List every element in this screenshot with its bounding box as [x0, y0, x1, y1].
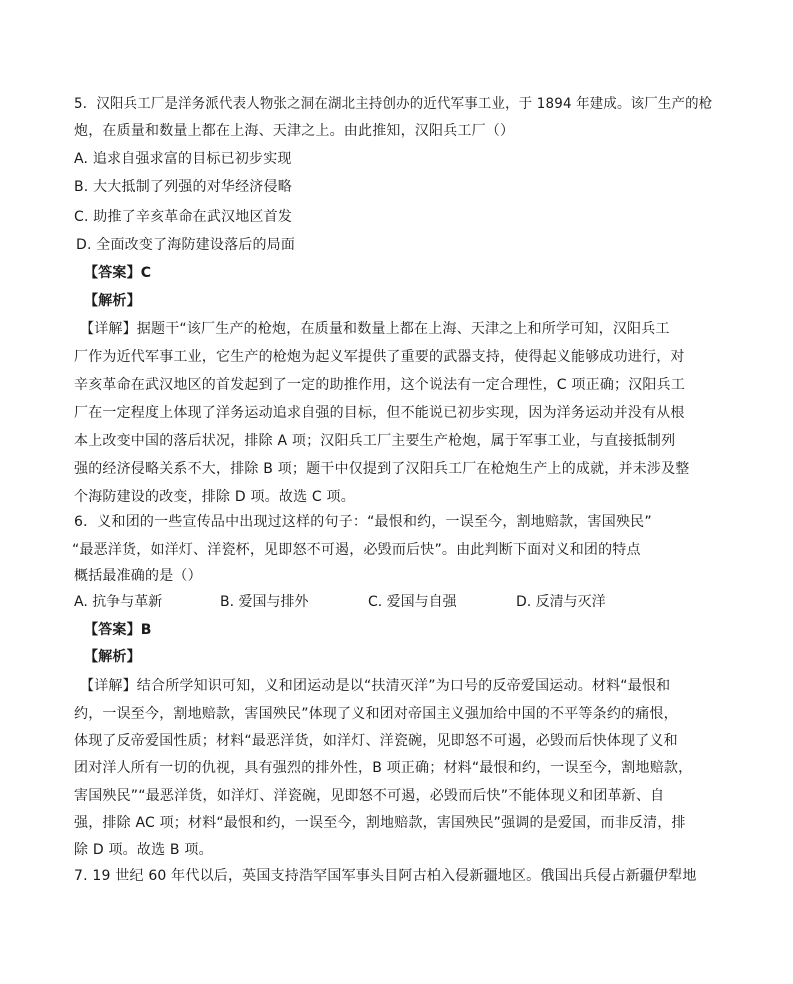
q6-option-a: A. 抗争与革新 [74, 594, 163, 610]
q5-detail-line: 本上改变中国的落后状况，排除 A 项；汉阳兵工厂主要生产枪炮，属于军事工业，与直接抵制列 [74, 433, 676, 449]
q6-detail-line: 团对洋人所有一切的仇视，具有强烈的排外性，B 项正确；材料“最恨和约，一误至今，割地赔款， [74, 760, 693, 776]
q6-detail-line: 约，一误至今，割地赔款，害国殃民”体现了义和团对帝国主义强加给中国的不平等条约的痛恨， [74, 706, 678, 722]
q7-stem-line1: 7. 19 世纪 60 年代以后，英国支持浩罕国军事头目阿古柏入侵新疆地区。俄国出兵侵占新疆伊犁地 [74, 868, 697, 884]
q5-option-b: B. 大大抵制了列强的对华经济侵略 [74, 179, 292, 195]
q5-answer: 【答案】C [84, 265, 152, 281]
q5-detail-line: 厂在一定程度上体现了洋务运动追求自强的目标，但不能说已初步实现，因为洋务运动并没有从根 [74, 405, 685, 421]
q6-analysis-label: 【解析】 [84, 649, 141, 665]
q5-detail-line: 辛亥革命在武汉地区的首发起到了一定的助推作用，这个说法有一定合理性，C 项正确；汉阳兵工 [74, 377, 686, 393]
q6-stem-line2: “最恶洋货，如洋灯、洋瓷杯，见即怒不可遏，必毁而后快”。由此判断下面对义和团的特点 [72, 542, 641, 558]
q6-options-row [74, 592, 694, 612]
q6-option-b: B. 爱国与排外 [220, 594, 309, 610]
q5-stem-line2: 炮，在质量和数量上都在上海、天津之上。由此推知，汉阳兵工厂（） [74, 123, 515, 139]
q6-stem-line1: 6．义和团的一些宣传品中出现过这样的句子：“最恨和约，一误至今，割地赔款，害国殃民” [74, 514, 652, 530]
q5-detail-line: 强的经济侵略关系不大，排除 B 项；题干中仅提到了汉阳兵工厂在枪炮生产上的成就，并未涉及整 [74, 461, 690, 477]
q6-detail-line: 强，排除 AC 项；材料“最恨和约，一误至今，割地赔款，害国殃民”强调的是爱国，而非反清，排 [74, 815, 686, 831]
q5-option-a: A. 追求自强求富的目标已初步实现 [74, 151, 292, 167]
q5-detail-line: 个海防建设的改变，排除 D 项。故选 C 项。 [74, 489, 355, 505]
q6-detail-line: 害国殃民”“最恶洋货，如洋灯、洋瓷碗，见即怒不可遏，必毁而后快”不能体现义和团革新、自 [74, 788, 665, 804]
q5-option-d: D. 全面改变了海防建设落后的局面 [76, 237, 296, 253]
q5-option-c: C. 助推了辛亥革命在武汉地区首发 [74, 209, 293, 225]
q6-stem-line3: 概括最准确的是（） [74, 568, 202, 584]
q5-detail-line: 厂作为近代军事工业，它生产的枪炮为起义军提供了重要的武器支持，使得起义能够成功进行，对 [74, 349, 685, 365]
q5-analysis-label: 【解析】 [84, 293, 141, 309]
q6-option-c: C. 爱国与自强 [368, 594, 457, 610]
q6-detail-line: 除 D 项。故选 B 项。 [74, 842, 213, 858]
q6-answer: 【答案】B [84, 622, 152, 638]
q5-detail-line: 【详解】据题干“该厂生产的枪炮，在质量和数量上都在上海、天津之上和所学可知，汉阳兵工 [80, 321, 670, 337]
q6-option-d: D. 反清与灭洋 [516, 594, 606, 610]
q6-detail-line: 【详解】结合所学知识可知，义和团运动是以“扶清灭洋”为口号的反帝爱国运动。材料“最恨和 [80, 678, 671, 694]
q6-detail-line: 体现了反帝爱国性质；材料“最恶洋货，如洋灯、洋瓷碗，见即怒不可遏，必毁而后快体现了义和 [74, 733, 678, 749]
q5-stem-line1: 5．汉阳兵工厂是洋务派代表人物张之洞在湖北主持创办的近代军事工业，于 1894 年建成。该厂生产的枪 [74, 96, 713, 112]
